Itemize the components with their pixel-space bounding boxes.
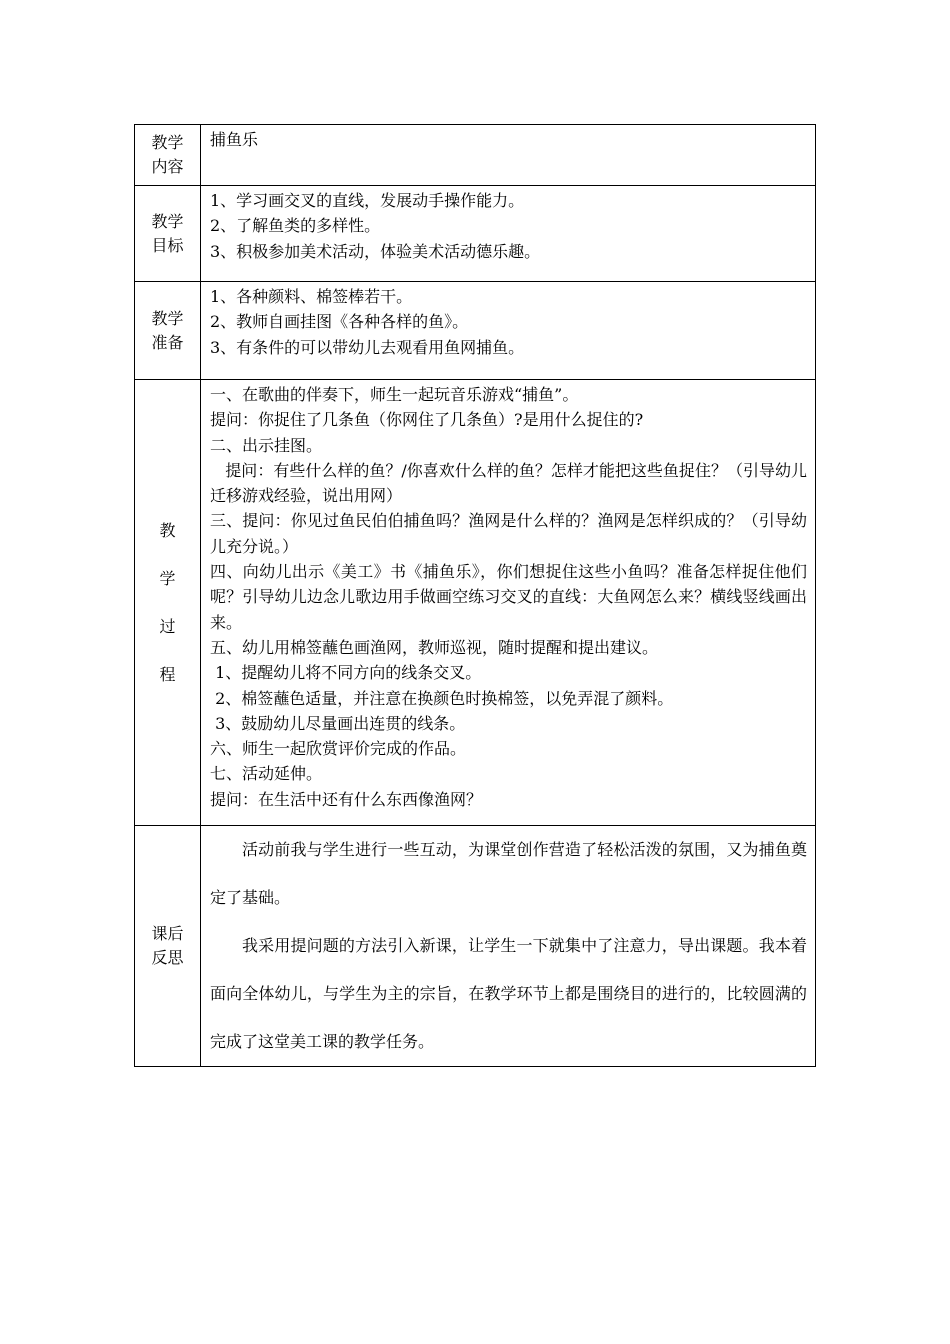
row-prep xyxy=(135,282,816,380)
lesson-title: 捕鱼乐 xyxy=(210,130,259,149)
label-line: 课后 xyxy=(151,924,184,943)
goal-item: 3、积极参加美术活动，体验美术活动德乐趣。 xyxy=(210,241,541,261)
goals-cell xyxy=(201,186,816,282)
process-step: 提问：在生活中还有什么东西像渔网？ xyxy=(210,789,483,809)
process-step: 七、活动延伸。 xyxy=(210,764,323,784)
process-step: 一、在歌曲的伴奏下，师生一起玩音乐游戏“捕鱼”。 xyxy=(210,385,579,404)
prep-item: 2、教师自画挂图《各种各样的鱼》。 xyxy=(210,312,469,332)
prep-item: 3、有条件的可以带幼儿去观看用鱼网捕鱼。 xyxy=(210,337,525,357)
label-line: 教学 xyxy=(151,308,184,328)
label-line: 准备 xyxy=(151,332,184,352)
label-line: 目标 xyxy=(151,235,184,255)
content-text-cell xyxy=(201,125,816,186)
label-goals xyxy=(135,186,201,282)
process-step: 三、提问：你见过鱼民伯伯捕鱼吗？渔网是什么样的？渔网是怎样织成的？（引导幼儿充分说。） xyxy=(210,511,807,556)
prep-item: 1、各种颜料、棉签棒若干。 xyxy=(210,287,413,306)
process-step: 提问：有些什么样的鱼？/你喜欢什么样的鱼？怎样才能把这些鱼捉住？（引导幼儿迁移游戏经验，说出用网） xyxy=(210,460,807,506)
reflection-paragraph: 活动前我与学生进行一些互动，为课堂创作营造了轻松活泼的氛围，又为捕鱼奠定了基础。 xyxy=(210,840,807,907)
process-step: 2、棉签蘸色适量，并注意在换颜色时换棉签，以免弄混了颜料。 xyxy=(210,688,674,708)
row-process xyxy=(135,380,816,826)
label-content xyxy=(135,125,201,186)
label-line: 教学 xyxy=(151,133,184,152)
label-char: 程 xyxy=(159,664,176,684)
reflection-paragraph: 我采用提问题的方法引入新课，让学生一下就集中了注意力，导出课题。我本着面向全体幼儿，与学生为主的宗旨，在教学环节上都是围绕目的进行的，比较圆满的完成了这堂美工课的教学任务。 xyxy=(210,936,807,1051)
label-process xyxy=(135,380,201,826)
process-step: 1、提醒幼儿将不同方向的线条交叉。 xyxy=(210,663,482,683)
label-line: 反思 xyxy=(151,948,184,967)
row-reflection xyxy=(135,826,816,1067)
goal-item: 1、学习画交叉的直线，发展动手操作能力。 xyxy=(210,191,525,210)
prep-cell xyxy=(201,282,816,380)
process-step: 提问：你捉住了几条鱼（你网住了几条鱼）?是用什么捉住的? xyxy=(210,410,644,430)
label-prep xyxy=(135,282,201,380)
label-char: 学 xyxy=(159,568,176,588)
process-step: 3、鼓励幼儿尽量画出连贯的线条。 xyxy=(210,713,466,733)
process-step: 二、出示挂图。 xyxy=(210,435,323,455)
label-reflection xyxy=(135,826,201,1067)
process-step: 五、幼儿用棉签蘸色画渔网，教师巡视，随时提醒和提出建议。 xyxy=(210,637,659,657)
label-char: 过 xyxy=(159,616,176,636)
label-char: 教 xyxy=(159,520,176,540)
row-goals xyxy=(135,186,816,282)
reflection-cell xyxy=(201,826,816,1067)
label-line: 内容 xyxy=(151,157,184,176)
process-step: 六、师生一起欣赏评价完成的作品。 xyxy=(210,739,467,759)
process-cell xyxy=(201,380,816,826)
row-content xyxy=(135,125,816,186)
label-line: 教学 xyxy=(151,211,184,231)
lesson-plan-table xyxy=(134,124,816,1067)
process-step: 四、向幼儿出示《美工》书《捕鱼乐》，你们想捉住这些小鱼吗？准备怎样捉住他们呢？引导幼儿边念儿歌边用手做画空练习交叉的直线：大鱼网怎么来？横线竖线画出来。 xyxy=(210,562,807,632)
goal-item: 2、了解鱼类的多样性。 xyxy=(210,216,381,236)
